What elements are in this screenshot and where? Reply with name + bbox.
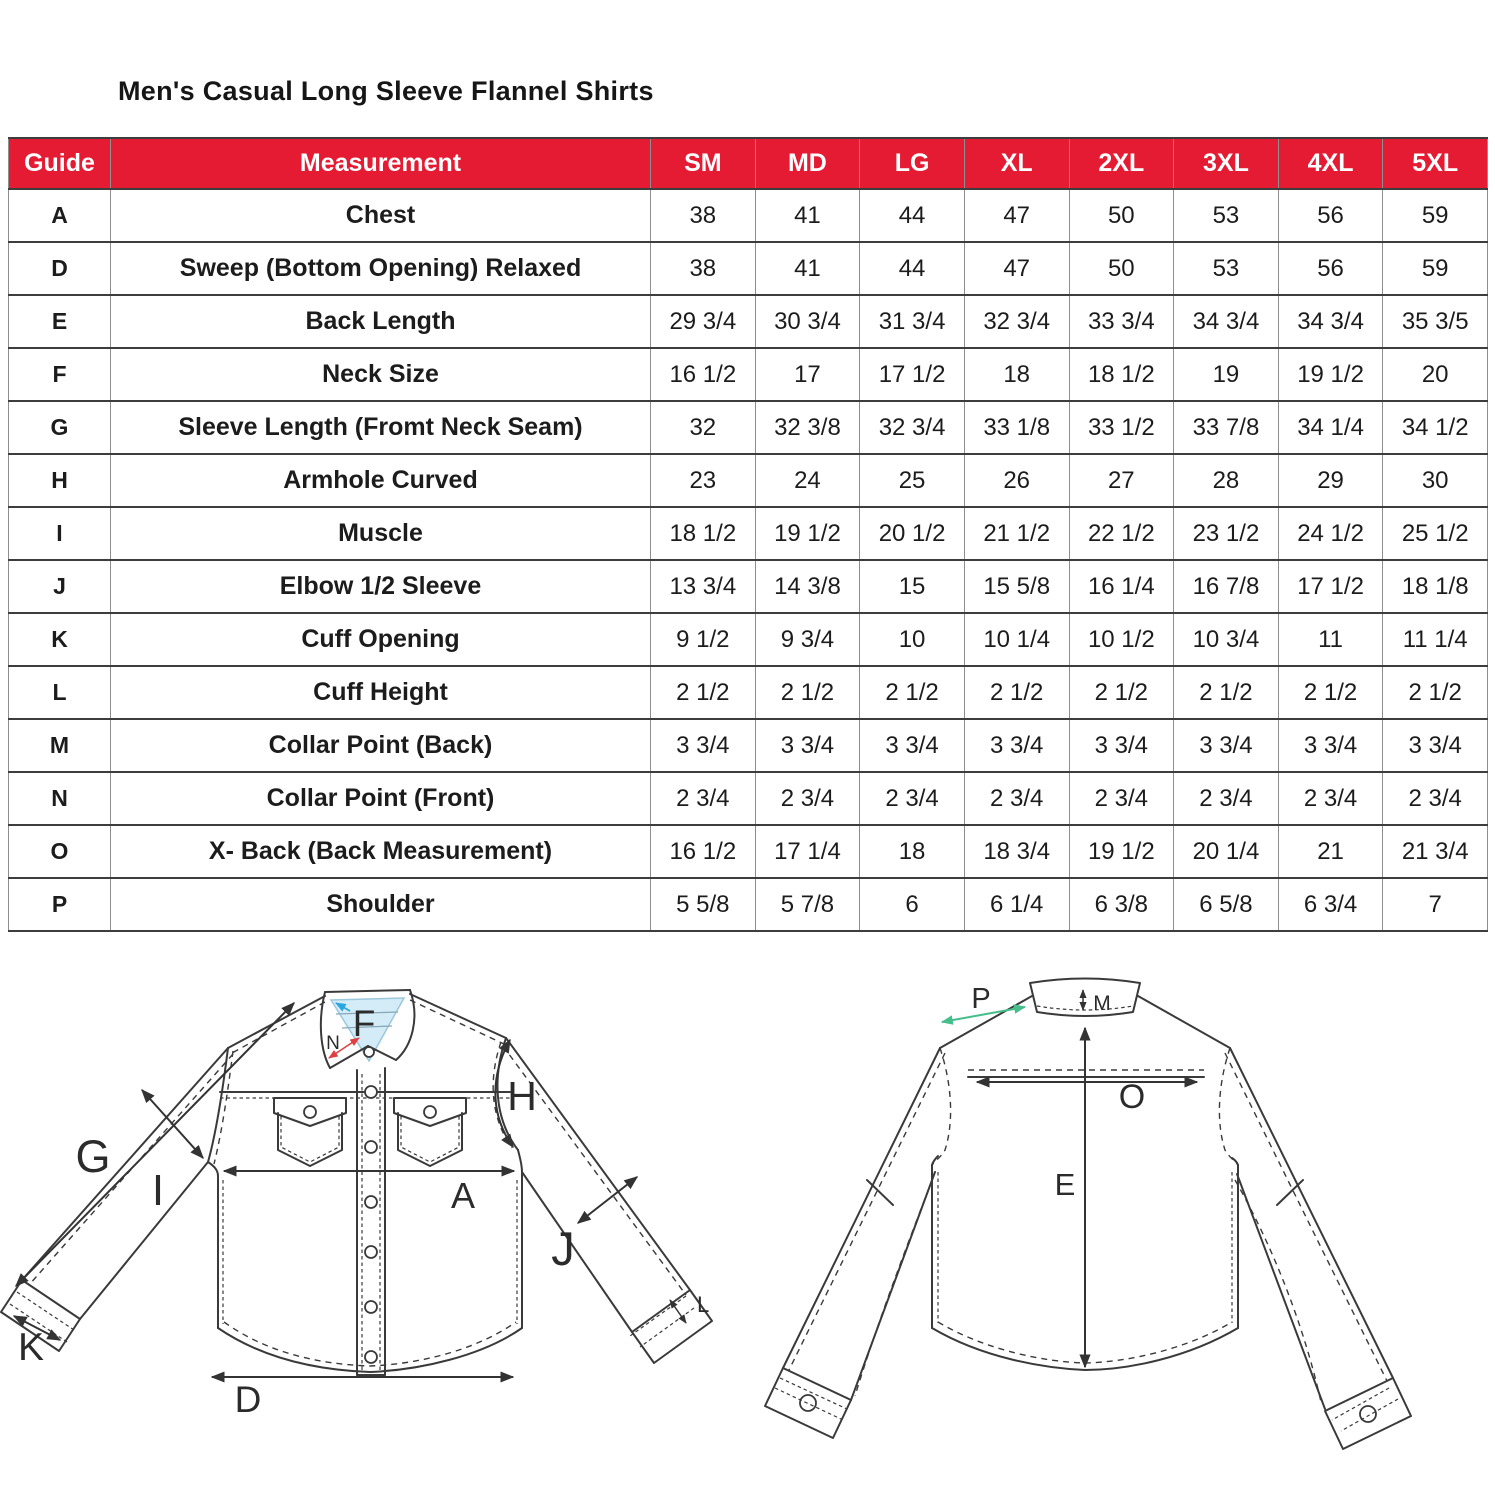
front-labels — [18, 1003, 709, 1420]
guide-cell: L — [9, 666, 111, 719]
value-cell: 19 — [1174, 348, 1279, 401]
measurement-cell: Collar Point (Back) — [111, 719, 651, 772]
back-label-e: E — [1054, 1167, 1076, 1202]
value-cell: 32 3/4 — [860, 401, 965, 454]
value-cell: 23 1/2 — [1174, 507, 1279, 560]
value-cell: 19 1/2 — [755, 507, 860, 560]
value-cell: 50 — [1069, 189, 1174, 242]
front-label-g: G — [75, 1131, 111, 1182]
measurement-cell: Neck Size — [111, 348, 651, 401]
measurement-cell: Back Length — [111, 295, 651, 348]
value-cell: 29 — [1278, 454, 1383, 507]
value-cell: 53 — [1174, 189, 1279, 242]
value-cell: 21 3/4 — [1383, 825, 1488, 878]
value-cell: 16 1/2 — [651, 348, 756, 401]
value-cell: 3 3/4 — [860, 719, 965, 772]
measurement-cell: Collar Point (Front) — [111, 772, 651, 825]
guide-cell: K — [9, 613, 111, 666]
value-cell: 2 3/4 — [651, 772, 756, 825]
table-row — [9, 613, 1488, 666]
value-cell: 2 3/4 — [1383, 772, 1488, 825]
column-header-sm: SM — [651, 138, 756, 189]
value-cell: 34 3/4 — [1278, 295, 1383, 348]
back-shirt-outline — [765, 979, 1411, 1450]
front-label-n: N — [326, 1033, 340, 1054]
value-cell: 17 — [755, 348, 860, 401]
column-header-2xl: 2XL — [1069, 138, 1174, 189]
measurement-cell: X- Back (Back Measurement) — [111, 825, 651, 878]
back-shirt-diagram — [755, 950, 1495, 1495]
value-cell: 18 1/8 — [1383, 560, 1488, 613]
back-left-cuff-button — [800, 1395, 816, 1411]
value-cell: 20 1/4 — [1174, 825, 1279, 878]
measurement-cell: Sweep (Bottom Opening) Relaxed — [111, 242, 651, 295]
guide-cell: H — [9, 454, 111, 507]
value-cell: 11 1/4 — [1383, 613, 1488, 666]
value-cell: 3 3/4 — [1174, 719, 1279, 772]
guide-cell: F — [9, 348, 111, 401]
guide-cell: M — [9, 719, 111, 772]
value-cell: 33 3/4 — [1069, 295, 1174, 348]
page-title: Men's Casual Long Sleeve Flannel Shirts — [118, 76, 654, 106]
value-cell: 18 1/2 — [651, 507, 756, 560]
value-cell: 2 1/2 — [755, 666, 860, 719]
value-cell: 28 — [1174, 454, 1279, 507]
value-cell: 17 1/2 — [860, 348, 965, 401]
value-cell: 24 — [755, 454, 860, 507]
table-row — [9, 242, 1488, 295]
value-cell: 19 1/2 — [1069, 825, 1174, 878]
value-cell: 34 1/4 — [1278, 401, 1383, 454]
measurement-cell: Elbow 1/2 Sleeve — [111, 560, 651, 613]
guide-cell: A — [9, 189, 111, 242]
value-cell: 32 3/4 — [964, 295, 1069, 348]
table-row — [9, 772, 1488, 825]
back-label-p: P — [971, 983, 991, 1015]
value-cell: 3 3/4 — [1383, 719, 1488, 772]
value-cell: 32 3/8 — [755, 401, 860, 454]
value-cell: 47 — [964, 189, 1069, 242]
value-cell: 14 3/8 — [755, 560, 860, 613]
guide-cell: P — [9, 878, 111, 931]
value-cell: 2 1/2 — [964, 666, 1069, 719]
value-cell: 59 — [1383, 189, 1488, 242]
value-cell: 38 — [651, 189, 756, 242]
value-cell: 19 1/2 — [1278, 348, 1383, 401]
value-cell: 9 3/4 — [755, 613, 860, 666]
size-table-wrap — [8, 137, 1488, 932]
measurement-cell: Sleeve Length (Fromt Neck Seam) — [111, 401, 651, 454]
measurement-cell: Cuff Opening — [111, 613, 651, 666]
column-header-measurement: Measurement — [111, 138, 651, 189]
column-header-5xl: 5XL — [1383, 138, 1488, 189]
value-cell: 2 1/2 — [1174, 666, 1279, 719]
value-cell: 6 — [860, 878, 965, 931]
value-cell: 5 7/8 — [755, 878, 860, 931]
value-cell: 35 3/5 — [1383, 295, 1488, 348]
front-label-d: D — [234, 1379, 262, 1420]
value-cell: 16 7/8 — [1174, 560, 1279, 613]
value-cell: 34 3/4 — [1174, 295, 1279, 348]
column-header-3xl: 3XL — [1174, 138, 1279, 189]
value-cell: 2 3/4 — [755, 772, 860, 825]
value-cell: 30 3/4 — [755, 295, 860, 348]
value-cell: 22 1/2 — [1069, 507, 1174, 560]
guide-cell: N — [9, 772, 111, 825]
size-table — [8, 137, 1488, 932]
value-cell: 15 5/8 — [964, 560, 1069, 613]
value-cell: 25 1/2 — [1383, 507, 1488, 560]
value-cell: 9 1/2 — [651, 613, 756, 666]
value-cell: 2 3/4 — [964, 772, 1069, 825]
guide-cell: G — [9, 401, 111, 454]
value-cell: 5 5/8 — [651, 878, 756, 931]
front-measure-arrows — [14, 1003, 686, 1377]
value-cell: 2 3/4 — [860, 772, 965, 825]
table-row — [9, 454, 1488, 507]
value-cell: 18 1/2 — [1069, 348, 1174, 401]
value-cell: 33 7/8 — [1174, 401, 1279, 454]
guide-cell: I — [9, 507, 111, 560]
measurement-cell: Cuff Height — [111, 666, 651, 719]
back-shirt-stitching — [775, 1006, 1398, 1431]
value-cell: 41 — [755, 189, 860, 242]
value-cell: 27 — [1069, 454, 1174, 507]
value-cell: 44 — [860, 242, 965, 295]
placket-buttons — [365, 1086, 377, 1363]
value-cell: 16 1/4 — [1069, 560, 1174, 613]
value-cell: 18 — [964, 348, 1069, 401]
value-cell: 29 3/4 — [651, 295, 756, 348]
value-cell: 7 — [1383, 878, 1488, 931]
value-cell: 31 3/4 — [860, 295, 965, 348]
value-cell: 44 — [860, 189, 965, 242]
table-row — [9, 348, 1488, 401]
table-row — [9, 666, 1488, 719]
value-cell: 33 1/2 — [1069, 401, 1174, 454]
column-header-guide: Guide — [9, 138, 111, 189]
value-cell: 11 — [1278, 613, 1383, 666]
value-cell: 15 — [860, 560, 965, 613]
table-row — [9, 825, 1488, 878]
table-row — [9, 507, 1488, 560]
value-cell: 56 — [1278, 189, 1383, 242]
value-cell: 10 1/2 — [1069, 613, 1174, 666]
front-shirt-outline — [1, 990, 712, 1375]
value-cell: 10 3/4 — [1174, 613, 1279, 666]
value-cell: 18 — [860, 825, 965, 878]
value-cell: 6 1/4 — [964, 878, 1069, 931]
front-shirt-diagram — [0, 950, 740, 1495]
value-cell: 56 — [1278, 242, 1383, 295]
measurement-cell: Armhole Curved — [111, 454, 651, 507]
table-row — [9, 878, 1488, 931]
guide-cell: E — [9, 295, 111, 348]
value-cell: 16 1/2 — [651, 825, 756, 878]
column-header-lg: LG — [860, 138, 965, 189]
guide-cell: J — [9, 560, 111, 613]
front-label-l: L — [697, 1292, 710, 1317]
value-cell: 32 — [651, 401, 756, 454]
value-cell: 2 1/2 — [1383, 666, 1488, 719]
value-cell: 2 1/2 — [651, 666, 756, 719]
value-cell: 2 3/4 — [1174, 772, 1279, 825]
value-cell: 21 1/2 — [964, 507, 1069, 560]
guide-cell: O — [9, 825, 111, 878]
value-cell: 26 — [964, 454, 1069, 507]
value-cell: 3 3/4 — [1069, 719, 1174, 772]
value-cell: 10 1/4 — [964, 613, 1069, 666]
value-cell: 34 1/2 — [1383, 401, 1488, 454]
column-header-xl: XL — [964, 138, 1069, 189]
value-cell: 18 3/4 — [964, 825, 1069, 878]
column-header-4xl: 4XL — [1278, 138, 1383, 189]
column-header-md: MD — [755, 138, 860, 189]
table-row — [9, 189, 1488, 242]
value-cell: 21 — [1278, 825, 1383, 878]
front-label-h: H — [507, 1073, 537, 1119]
neck-button — [364, 1047, 374, 1057]
table-row — [9, 401, 1488, 454]
value-cell: 6 5/8 — [1174, 878, 1279, 931]
value-cell: 23 — [651, 454, 756, 507]
value-cell: 6 3/4 — [1278, 878, 1383, 931]
value-cell: 33 1/8 — [964, 401, 1069, 454]
value-cell: 59 — [1383, 242, 1488, 295]
table-row — [9, 295, 1488, 348]
value-cell: 17 1/2 — [1278, 560, 1383, 613]
value-cell: 13 3/4 — [651, 560, 756, 613]
guide-cell: D — [9, 242, 111, 295]
value-cell: 2 3/4 — [1278, 772, 1383, 825]
back-label-m: M — [1093, 992, 1111, 1015]
value-cell: 3 3/4 — [651, 719, 756, 772]
table-row — [9, 719, 1488, 772]
measurement-cell: Muscle — [111, 507, 651, 560]
value-cell: 50 — [1069, 242, 1174, 295]
front-label-f: F — [352, 1003, 376, 1044]
value-cell: 2 1/2 — [1278, 666, 1383, 719]
value-cell: 25 — [860, 454, 965, 507]
value-cell: 30 — [1383, 454, 1488, 507]
value-cell: 38 — [651, 242, 756, 295]
measurement-cell: Chest — [111, 189, 651, 242]
value-cell: 2 1/2 — [860, 666, 965, 719]
header-row — [9, 138, 1488, 189]
table-row — [9, 560, 1488, 613]
value-cell: 3 3/4 — [964, 719, 1069, 772]
value-cell: 3 3/4 — [1278, 719, 1383, 772]
value-cell: 24 1/2 — [1278, 507, 1383, 560]
measurement-cell: Shoulder — [111, 878, 651, 931]
value-cell: 41 — [755, 242, 860, 295]
value-cell: 53 — [1174, 242, 1279, 295]
value-cell: 3 3/4 — [755, 719, 860, 772]
value-cell: 20 1/2 — [860, 507, 965, 560]
value-cell: 2 1/2 — [1069, 666, 1174, 719]
arrow-G — [16, 1003, 294, 1286]
front-label-j: J — [551, 1222, 575, 1275]
value-cell: 6 3/8 — [1069, 878, 1174, 931]
front-label-k: K — [18, 1326, 45, 1369]
value-cell: 17 1/4 — [755, 825, 860, 878]
value-cell: 20 — [1383, 348, 1488, 401]
value-cell: 10 — [860, 613, 965, 666]
value-cell: 47 — [964, 242, 1069, 295]
front-label-a: A — [450, 1175, 476, 1216]
back-label-o: O — [1118, 1078, 1146, 1116]
front-label-i: I — [151, 1166, 165, 1215]
value-cell: 2 3/4 — [1069, 772, 1174, 825]
